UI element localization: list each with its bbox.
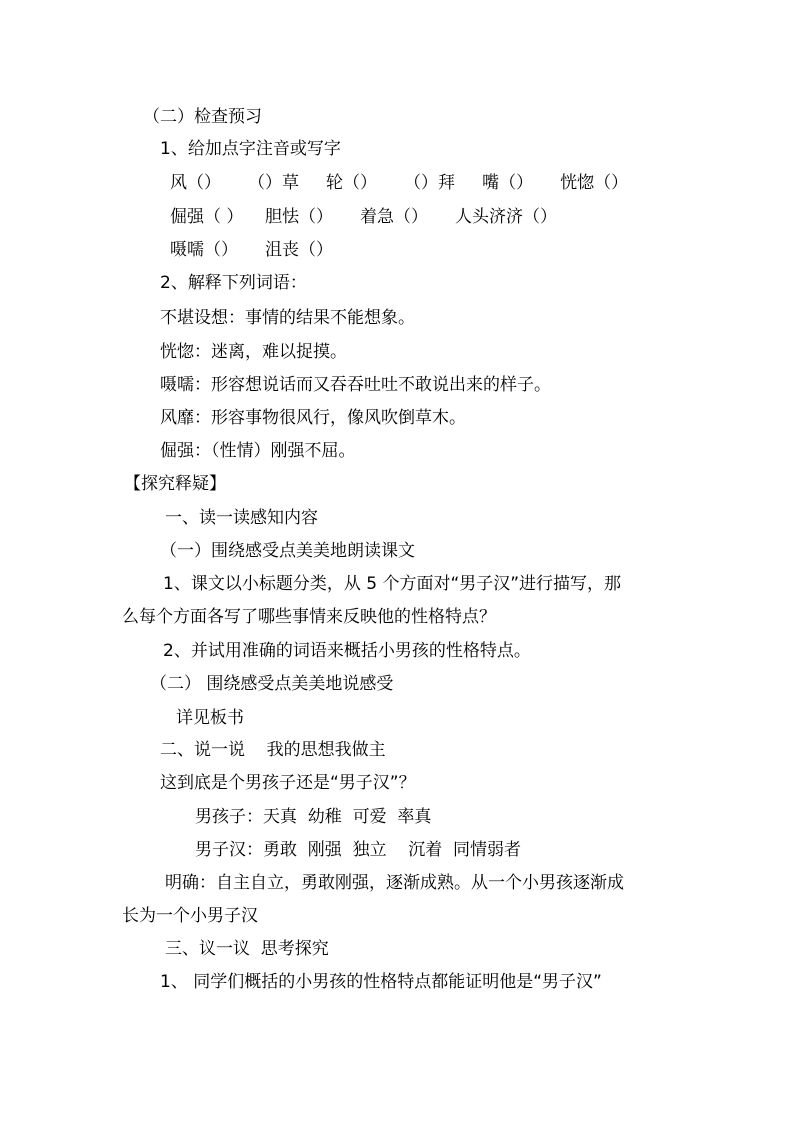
step-1c: 2、并试用准确的词语来概括小男孩的性格特点。	[163, 641, 531, 661]
question-2: 2、解释下列词语：	[160, 273, 307, 293]
clarify-line-1: 明确：自主自立，勇敢刚强，逐渐成熟。从一个小男孩逐渐成	[165, 873, 624, 893]
step-2-question: 这到底是个男孩子还是“男子汉”？	[160, 773, 416, 793]
step-1b-line-2: 么每个方面各写了哪些事情来反映他的性格特点？	[122, 607, 496, 627]
pinyin-row-2: 倔强（ ） 胆怯（） 着急（） 人头济济（）	[170, 207, 558, 227]
boy-traits: 男孩子：天真 幼稚 可爱 率真	[195, 807, 432, 827]
definition-item: 恍惚：迷离，难以捉摸。	[160, 342, 347, 362]
man-traits: 男子汉：勇敢 刚强 独立 沉着 同情弱者	[195, 840, 522, 860]
section-heading-explore: 【探究释疑】	[124, 474, 226, 494]
step-3-heading: 三、议一议 思考探究	[165, 939, 329, 959]
clarify-line-2: 长为一个小男子汉	[122, 906, 258, 926]
definition-item: 倔强：（性情）刚强不屈。	[160, 441, 356, 461]
step-1-heading: 一、读一读感知内容	[165, 508, 318, 528]
question-1: 1、给加点字注音或写字	[160, 139, 341, 159]
step-1b-line-1: 1、课文以小标题分类，从 5 个方面对“男子汉”进行描写，那	[163, 574, 622, 594]
definition-item: 嗫嚅：形容想说话而又吞吞吐吐不敢说出来的样子。	[160, 375, 551, 395]
section-title-preview: （二）检查预习	[143, 107, 262, 127]
step-2-heading: 二、说一说 我的思想我做主	[160, 740, 386, 760]
step-1d: （二） 围绕感受点美美地说感受	[150, 674, 394, 694]
definition-item: 风靡：形容事物很风行，像风吹倒草木。	[160, 408, 466, 428]
step-1a: （一）围绕感受点美美地朗读课文	[160, 541, 415, 561]
pinyin-row-3: 嗫嚅（） 沮丧（）	[170, 240, 334, 260]
step-3a: 1、 同学们概括的小男孩的性格特点都能证明他是“男子汉”	[160, 972, 602, 992]
pinyin-row-1: 风（） （）草 轮（） （）拜 嘴（） 恍惚（）	[170, 173, 629, 193]
definition-item: 不堪设想：事情的结果不能想象。	[160, 308, 415, 328]
step-1e: 详见板书	[176, 708, 244, 728]
